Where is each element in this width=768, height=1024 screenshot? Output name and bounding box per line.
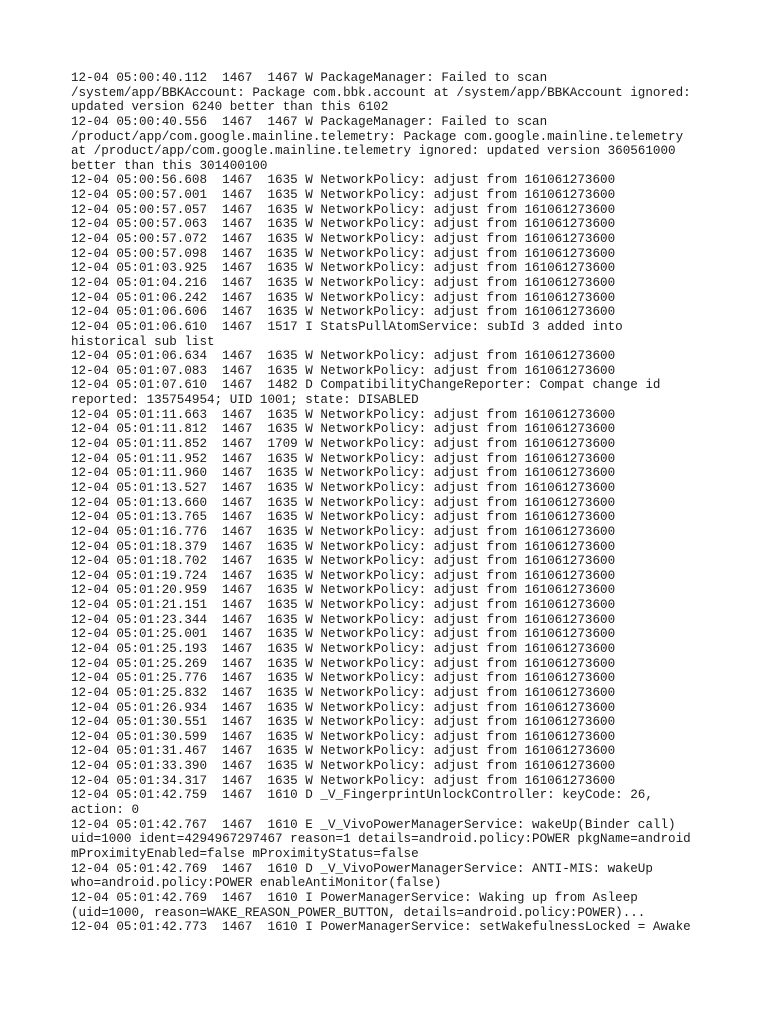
log-text-block	[71, 71, 761, 935]
log-line: action: 0	[71, 803, 140, 818]
log-line: at /product/app/com.google.mainline.telemetry ignored: updated version 360561000	[71, 144, 676, 159]
log-line: reported: 135754954; UID 1001; state: DISABLED	[71, 393, 419, 408]
log-line: 12-04 05:01:25.832 1467 1635 W NetworkPolicy: adjust from 161061273600	[71, 685, 616, 700]
log-line: 12-04 05:00:56.608 1467 1635 W NetworkPolicy: adjust from 161061273600	[71, 173, 616, 188]
log-line: 12-04 05:01:18.702 1467 1635 W NetworkPolicy: adjust from 161061273600	[71, 554, 616, 569]
log-line: 12-04 05:01:25.776 1467 1635 W NetworkPolicy: adjust from 161061273600	[71, 671, 616, 686]
log-line: 12-04 05:01:21.151 1467 1635 W NetworkPolicy: adjust from 161061273600	[71, 598, 616, 613]
log-line: 12-04 05:01:11.952 1467 1635 W NetworkPolicy: adjust from 161061273600	[71, 451, 616, 466]
log-line: better than this 301400100	[71, 158, 268, 173]
log-line: 12-04 05:01:34.317 1467 1635 W NetworkPolicy: adjust from 161061273600	[71, 773, 616, 788]
log-line: 12-04 05:01:20.959 1467 1635 W NetworkPolicy: adjust from 161061273600	[71, 583, 616, 598]
log-line: 12-04 05:00:57.072 1467 1635 W NetworkPolicy: adjust from 161061273600	[71, 232, 616, 247]
log-line: 12-04 05:01:06.610 1467 1517 I StatsPullAtomService: subId 3 added into	[71, 319, 623, 334]
log-line: 12-04 05:01:07.610 1467 1482 D CompatibilityChangeReporter: Compat change id	[71, 378, 661, 393]
log-line: 12-04 05:01:16.776 1467 1635 W NetworkPolicy: adjust from 161061273600	[71, 524, 616, 539]
log-line: 12-04 05:01:42.767 1467 1610 E _V_VivoPowerManagerService: wakeUp(Binder call)	[71, 817, 676, 832]
log-line: 12-04 05:01:18.379 1467 1635 W NetworkPolicy: adjust from 161061273600	[71, 539, 616, 554]
log-line: /product/app/com.google.mainline.telemetry: Package com.google.mainline.telemetry	[71, 129, 684, 144]
log-line: 12-04 05:01:11.663 1467 1635 W NetworkPolicy: adjust from 161061273600	[71, 407, 616, 422]
log-line: 12-04 05:00:57.001 1467 1635 W NetworkPolicy: adjust from 161061273600	[71, 188, 616, 203]
log-line: 12-04 05:01:30.599 1467 1635 W NetworkPolicy: adjust from 161061273600	[71, 729, 616, 744]
log-line: 12-04 05:01:13.660 1467 1635 W NetworkPolicy: adjust from 161061273600	[71, 495, 616, 510]
log-line: 12-04 05:01:42.759 1467 1610 D _V_FingerprintUnlockController: keyCode: 26,	[71, 788, 653, 803]
log-line: 12-04 05:01:42.769 1467 1610 I PowerManagerService: Waking up from Asleep	[71, 890, 638, 905]
log-line: 12-04 05:01:13.765 1467 1635 W NetworkPolicy: adjust from 161061273600	[71, 510, 616, 525]
log-line: 12-04 05:01:42.773 1467 1610 I PowerManagerService: setWakefulnessLocked = Awake	[71, 920, 691, 935]
log-line: 12-04 05:01:31.467 1467 1635 W NetworkPolicy: adjust from 161061273600	[71, 744, 616, 759]
log-line: 12-04 05:00:40.556 1467 1467 W PackageManager: Failed to scan	[71, 114, 548, 129]
log-line: 12-04 05:01:19.724 1467 1635 W NetworkPolicy: adjust from 161061273600	[71, 568, 616, 583]
log-line: 12-04 05:00:57.098 1467 1635 W NetworkPolicy: adjust from 161061273600	[71, 246, 616, 261]
log-line: /system/app/BBKAccount: Package com.bbk.account at /system/app/BBKAccount ignored:	[71, 85, 691, 100]
log-line: mProximityEnabled=false mProximityStatus=false	[71, 846, 419, 861]
log-line: 12-04 05:01:04.216 1467 1635 W NetworkPolicy: adjust from 161061273600	[71, 275, 616, 290]
log-line: 12-04 05:01:06.634 1467 1635 W NetworkPolicy: adjust from 161061273600	[71, 349, 616, 364]
log-line: 12-04 05:01:06.606 1467 1635 W NetworkPolicy: adjust from 161061273600	[71, 305, 616, 320]
log-line: 12-04 05:01:33.390 1467 1635 W NetworkPolicy: adjust from 161061273600	[71, 759, 616, 774]
log-line: 12-04 05:01:11.812 1467 1635 W NetworkPolicy: adjust from 161061273600	[71, 422, 616, 437]
log-line: who=android.policy:POWER enableAntiMonitor(false)	[71, 876, 442, 891]
log-line: 12-04 05:00:40.112 1467 1467 W PackageManager: Failed to scan	[71, 71, 548, 85]
log-line: 12-04 05:01:13.527 1467 1635 W NetworkPolicy: adjust from 161061273600	[71, 480, 616, 495]
log-line: 12-04 05:01:30.551 1467 1635 W NetworkPolicy: adjust from 161061273600	[71, 715, 616, 730]
log-line: 12-04 05:01:03.925 1467 1635 W NetworkPolicy: adjust from 161061273600	[71, 261, 616, 276]
log-line: 12-04 05:01:11.960 1467 1635 W NetworkPolicy: adjust from 161061273600	[71, 466, 616, 481]
log-line: 12-04 05:01:25.269 1467 1635 W NetworkPolicy: adjust from 161061273600	[71, 656, 616, 671]
log-line: 12-04 05:01:23.344 1467 1635 W NetworkPolicy: adjust from 161061273600	[71, 612, 616, 627]
log-line: historical sub list	[71, 334, 215, 349]
log-line: uid=1000 ident=4294967297467 reason=1 details=android.policy:POWER pkgName=android	[71, 832, 691, 847]
log-line: 12-04 05:01:11.852 1467 1709 W NetworkPolicy: adjust from 161061273600	[71, 437, 616, 452]
log-line: (uid=1000, reason=WAKE_REASON_POWER_BUTTON, details=android.policy:POWER)...	[71, 905, 646, 920]
log-line: 12-04 05:01:07.083 1467 1635 W NetworkPolicy: adjust from 161061273600	[71, 363, 616, 378]
log-line: 12-04 05:01:42.769 1467 1610 D _V_VivoPowerManagerService: ANTI-MIS: wakeUp	[71, 861, 653, 876]
log-line: 12-04 05:01:06.242 1467 1635 W NetworkPolicy: adjust from 161061273600	[71, 290, 616, 305]
log-line: 12-04 05:01:25.001 1467 1635 W NetworkPolicy: adjust from 161061273600	[71, 627, 616, 642]
log-line: 12-04 05:00:57.057 1467 1635 W NetworkPolicy: adjust from 161061273600	[71, 202, 616, 217]
log-line: updated version 6240 better than this 6102	[71, 100, 389, 115]
log-line: 12-04 05:00:57.063 1467 1635 W NetworkPolicy: adjust from 161061273600	[71, 217, 616, 232]
log-line: 12-04 05:01:26.934 1467 1635 W NetworkPolicy: adjust from 161061273600	[71, 700, 616, 715]
log-line: 12-04 05:01:25.193 1467 1635 W NetworkPolicy: adjust from 161061273600	[71, 641, 616, 656]
